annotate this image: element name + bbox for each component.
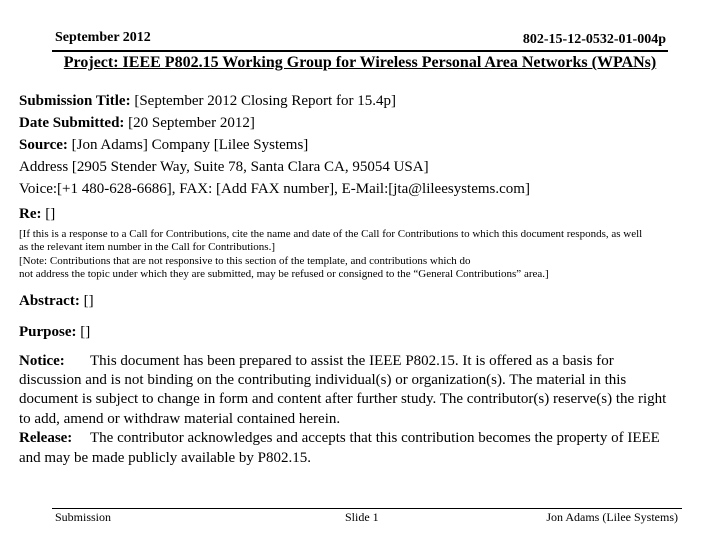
release-line [19, 429, 714, 448]
notice-line: discussion and is not binding on the contributing individual(s) or organization(s). The material in this [19, 372, 627, 389]
project-title: Project: IEEE P802.15 Working Group for Wireless Personal Area Networks (WPANs) [63, 54, 657, 71]
header-divider [52, 50, 668, 52]
address-line: Address [2905 Stender Way, Suite 78, Santa Clara CA, 95054 USA] [19, 159, 429, 175]
note-line: [Note: Contributions that are not responsive to this section of the template, and contributions which do [19, 254, 471, 267]
header-doc-number: 802-15-12-0532-01-004p [522, 32, 666, 47]
release-text: The contributor acknowledges and accepts that this contribution becomes the property of IEEE [90, 430, 660, 447]
release-label: Release: [19, 430, 73, 447]
purpose-label: Purpose: [19, 323, 77, 340]
purpose-value: [] [80, 323, 91, 340]
notice-text: This document has been prepared to assist the IEEE P802.15. It is offered as a basis for [90, 352, 614, 369]
source-line [19, 134, 714, 156]
submission-title-line [19, 90, 714, 112]
footer-author: Jon Adams (Lilee Systems) [546, 510, 678, 524]
source-value: [Jon Adams] Company [Lilee Systems] [71, 137, 309, 153]
date-submitted-value: [20 September 2012] [128, 115, 255, 131]
notice-line [19, 352, 714, 371]
note-line: as the relevant item number in the Call for Contributions.] [19, 241, 275, 254]
footer-left: Submission [55, 510, 112, 524]
abstract-line [19, 290, 714, 312]
notice-label: Notice: [19, 352, 65, 369]
date-submitted-label: Date Submitted: [19, 115, 125, 131]
release-line: and may be made publicly available by P802.15. [19, 449, 312, 466]
abstract-value: [] [83, 292, 94, 309]
notice-line: document is subject to change in form and content after further study. The contributor(s) reserve(s) the right [19, 391, 667, 408]
header-date: September 2012 [55, 30, 151, 45]
submission-title-label: Submission Title: [19, 93, 131, 109]
footer-divider [52, 508, 682, 509]
slide-header [0, 0, 720, 80]
contact-line: Voice:[+1 480-628-6686], FAX: [Add FAX number], E-Mail:[jta@lileesystems.com] [19, 181, 530, 197]
note-line: [If this is a response to a Call for Contributions, cite the name and date of the Call for Contributions to which this document responds, as well [19, 228, 643, 240]
template-note [19, 228, 714, 282]
re-label: Re: [19, 206, 42, 222]
notice-line: to add, amend or withdraw material contained herein. [19, 410, 341, 427]
abstract-label: Abstract: [19, 292, 80, 309]
submission-body [19, 90, 714, 468]
notice-block [19, 352, 714, 468]
purpose-line [19, 321, 714, 343]
submission-title-value: [September 2012 Closing Report for 15.4p] [134, 93, 396, 109]
re-line [19, 203, 714, 225]
date-submitted-line [19, 112, 714, 134]
re-value: [] [45, 206, 56, 222]
footer-slide-number: Slide 1 [345, 510, 379, 524]
source-label: Source: [19, 137, 68, 153]
note-line: not address the topic under which they are submitted, may be refused or consigned to the “General Contributions” area.] [19, 268, 549, 281]
